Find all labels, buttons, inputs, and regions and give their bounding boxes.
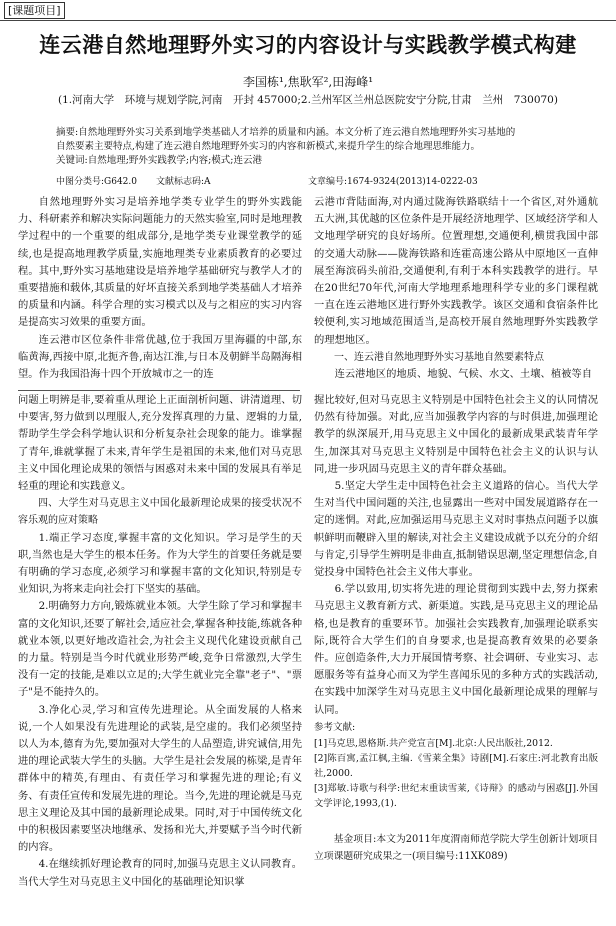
lower-right-column [314,392,598,922]
references-title: 参考文献: [314,721,356,733]
section-heading: 一、连云港自然地理野外实习基地自然要素特点 [334,351,544,363]
abstract-block [56,126,560,168]
article-number: 文章编号:1674-9324(2013)14-0222-03 [308,177,478,187]
reference-item: [2]陈百寓,孟江枫,主编.《雪莱全集》诗剧[M].石家庄:河北教育出版社,2000. [314,753,598,780]
paragraph: 3.净化心灵,学习和宣传先进理论。从全面发展的人格来说,一个人如果没有先进理论的武装,是空虚的。我们必须坚持以人为本,德育为先,要加强对大学生的人品塑造,讲究诚信,用先进的理论武装大学生的头脑。大学生是社会发展的栋梁,是青年群体中的精英,有理由、有责任学习和掌握先进的理论;有义务、有责任宣传和发展先进的理论。当今,先进的理论就是马克思主义理论及其中国的最新理论成果。同时,对于中国传统文化中的积极因素要坚决地继承、发扬和光大,并要赋予当今时代新的内容。 [18,703,302,854]
paper-title: 连云港自然地理野外实习的内容设计与实践教学模式构建 [39,32,577,57]
abstract-line: 摘要:自然地理野外实习关系到地学类基础人才培养的质量和内涵。本文分析了连云港自然地理野外实习基地的 [56,127,516,138]
paper-affiliations: (1.河南大学 环境与规划学院,河南 开封 457000;2.兰州军区兰州总医院安宁分院,甘肃 兰州 730070) [58,94,558,106]
paragraph: 2.明确努力方向,锻炼就业本领。大学生除了学习和掌握丰富的文化知识,还要了解社会,适应社会,掌握各种技能,练就各种就业本领,以更好地改造社会,为社会主义现代化建设贡献自己的力量。特别是当今时代就业形势严峻,竞争日常激烈,大学生没有一定的技能,是难以立足的;大学生就业完全靠"老子"、"票子"是不能持久的。 [18,600,302,699]
document-code: 文献标志码:A [156,177,211,187]
paragraph: 5.坚定大学生走中国特色社会主义道路的信心。当代大学生对当代中国问题的关注,也显露出一些对中国发展道路存在一定的迷惘。对此,应加强运用马克思主义对时事热点问题予以旗帜鲜明而鞭辟入里的解读,对社会主义建设成就予以充分的介绍与肯定,引导学生辨明是非曲直,抵制错误思潮,坚定理想信念,自觉投身中国特色社会主义伟大事业。 [314,480,598,579]
section-heading: 四、大学生对马克思主义中国化最新理论成果的接受状况不容乐观的应对策略 [18,498,302,527]
upper-right-column [314,194,598,390]
top-rule [0,20,616,21]
paper-authors: 李国栋¹,焦耿军²,田海峰¹ [242,75,374,89]
lower-left-column [18,392,302,922]
clc-number: 中图分类号:G642.0 [56,177,137,187]
abstract-line: 自然要素主要特点,构建了连云港自然地理野外实习的内容和新模式,来提升学生的综合地理思维能力。 [56,141,481,152]
paragraph: 连云港市区位条件非常优越,位于我国万里海疆的中部,东临黄海,西接中原,北扼齐鲁,南达江淮,与日本及朝鲜半岛隔海相望。作为我国沿海十四个开放城市之一的连 [18,333,302,381]
column-divider-rule [18,390,300,391]
fund-note: 基金项目:本文为2011年度渭南师范学院大学生创新计划项目立项课题研究成果之一(项目编号:11XK089) [314,834,598,863]
paragraph: 4.在继续抓好理论教育的同时,加强马克思主义认同教育。当代大学生对马克思主义中国化的基础理论知识掌 [18,858,302,888]
keywords: 关键词:自然地理;野外实践教学;内容;模式;连云港 [56,155,263,166]
reference-item: [3]郑敏.诗歌与科学:世纪末重读雪莱,《诗辩》的感动与困惑[J].外国文学评论,1993,(1). [314,783,598,810]
paragraph: 云港市背陆面海,对内通过陇海铁路联结十一个省区,对外通航五大洲,其优越的区位条件是开展经济地理学、区域经济学和人文地理学研究的良好场所。位置理想,交通便利,横贯我国中部的交通大动脉——陇海铁路和连霍高速公路从中原地区一直伸展至海滨码头前沿,交通便利,有利于本科实践教学的进行。早在20世纪70年代,河南大学地理系地理科学专业的多门课程就一直在连云港地区进行野外实践教学。该区交通和食宿条件比较便利,实习地域范围适当,是高校开展自然地理野外实践教学的理想地区。 [314,196,598,346]
paragraph: 握比较好,但对马克思主义特别是中国特色社会主义的认同情况仍然有待加强。对此,应当加强教学内容的与时俱进,加强理论教学的纵深展开,用马克思主义中国化的最新成果武装青年学生,加深其对马克思主义特别是中国特色社会主义的认识与认同,进一步巩固马克思主义的青年群众基础。 [314,394,598,475]
paragraph: 问题上明辨是非,要着重从理论上正面剖析问题、讲清道理、切中要害,努力做到以理服人,充分发挥真理的力量、逻辑的力量,帮助学生学会科学地认识和分析复杂社会现象的能力。谁掌握了青年,谁就掌握了未来,青年学生是祖国的未来,他们对马克思主义中国化理论成果的领悟与困惑对未来中国的发展具有举足轻重的理论和实践意义。 [18,394,302,493]
paragraph: 连云港地区的地质、地貌、气候、水文、土壤、植被等自 [334,368,593,381]
paragraph: 6.学以致用,切实将先进的理论贯彻到实践中去,努力探索马克思主义教育新方式、新渠道。实践,是马克思主义的理论品格,也是教育的重要环节。加强社会实践教育,加强理论联系实际,既符合大学生们的自身要求,也是提高教育效果的必要条件。应创造条件,大力开展国情考察、社会调研、专业实习、志愿服务等有益身心而又为学生喜闻乐见的多种方式的实践活动,在实践中加深学生对马克思主义中国化最新理论成果的理解与认同。 [314,583,598,716]
section-tag: [课题项目] [4,2,65,19]
paragraph: 自然地理野外实习是培养地学类专业学生的野外实践能力、科研素养和解决实际问题能力的天然实验室,同时是地理教学过程中的一个重要的组成部分,是地学类专业课堂教学的延续,也是提高地理教学质量,实施地理类专业素质教育的必要过程。其中,野外实习基地建设是培养地学基础研究与教学人才的重要措施和载体,其质量的好坏直接关系到地学类基础人才培养的质量和内涵。科学合理的实习模式以及与之相应的实习内容是提高实习效果的重要方面。 [18,196,302,329]
upper-left-column [18,194,302,390]
paragraph: 1.端正学习态度,掌握丰富的文化知识。学习是学生的天职,当然也是大学生的根本任务。作为大学生的首要任务就是要有明确的学习态度,必须学习和掌握丰富的文化知识,特别是专业知识,为将来走向社会打下坚实的基础。 [18,531,302,596]
reference-item: [1]马克思,恩格斯.共产党宣言[M].北京:人民出版社,2012. [314,738,553,750]
